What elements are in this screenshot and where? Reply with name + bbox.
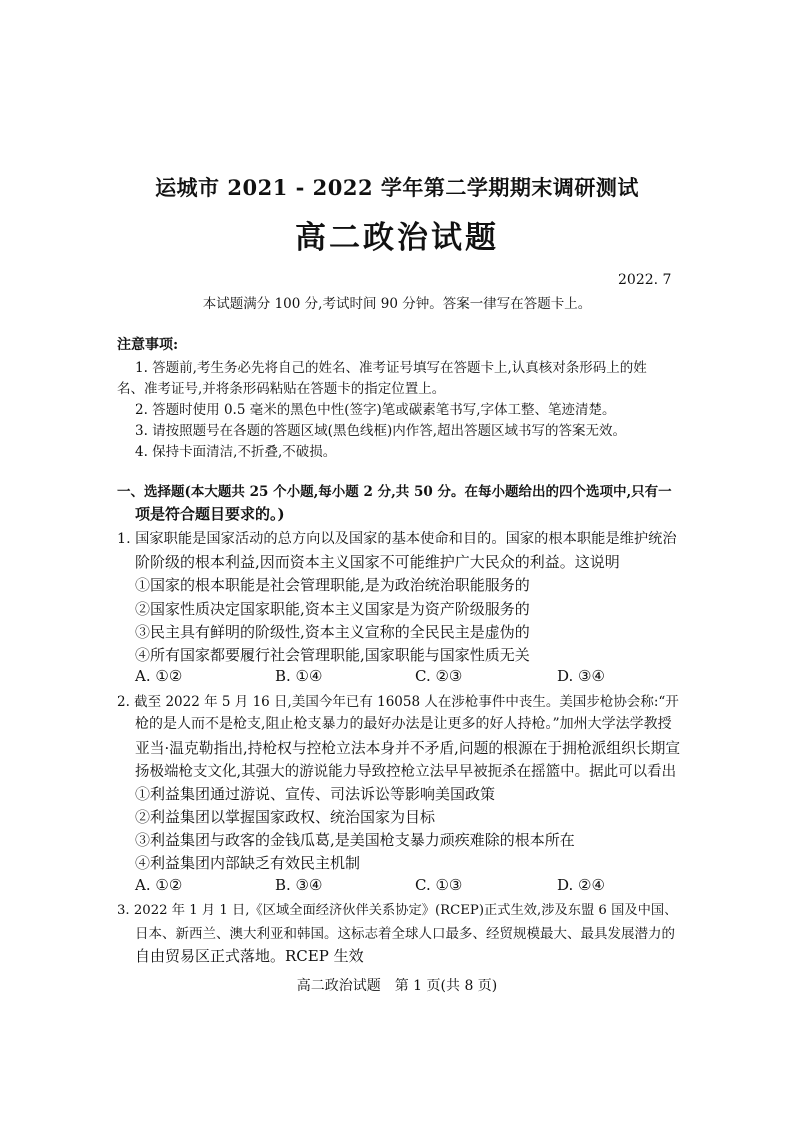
question-3-stem: 自由贸易区正式落地。RCEP 生效 [135,947,364,965]
exam-title: 运城市 2021 - 2022 学年第二学期期末调研测试 [155,175,639,200]
note-line: 名、准考证号,并将条形码粘贴在答题卡的指定位置上。 [117,381,446,397]
section-heading: 一、选择题(本大题共 25 个小题,每小题 2 分,共 50 分。在每小题给出的四个选项中,只有一 [117,484,672,500]
subject-title: 高二政治试题 [295,220,499,256]
note-line: 1. 答题前,考生务必先将自己的姓名、准考证号填写在答题卡上,认真核对条形码上的姓 [135,360,647,376]
question-1-option-a: A. ①② [135,667,183,685]
question-2-option-a: A. ①② [135,876,183,894]
question-1-item: ②国家性质决定国家职能,资本主义国家是为资产阶级服务的 [135,600,530,618]
question-1-stem: 阶阶级的根本利益,因而资本主义国家不可能维护广大民众的利益。这说明 [135,553,620,571]
question-1-item: ①国家的根本职能是社会管理职能,是为政治统治职能服务的 [135,576,530,594]
question-2-stem: 2. 截至 2022 年 5 月 16 日,美国今年已有 16058 人在涉枪事件中丧生。美国步枪协会称:“开 [117,694,679,710]
exam-info: 本试题满分 100 分,考试时间 90 分钟。答案一律写在答题卡上。 [202,296,592,312]
question-1-option-c: C. ②③ [415,667,463,685]
section-heading-cont: 项是符合题目要求的。) [135,505,285,523]
question-1-item: ④所有国家都要履行社会管理职能,国家职能与国家性质无关 [135,646,530,664]
question-1-stem: 1. 国家职能是国家活动的总方向以及国家的基本使命和目的。国家的根本职能是维护统治 [117,531,677,547]
question-2-stem: 扬极端枪支文化,其强大的游说能力导致控枪立法早早被扼杀在摇篮中。据此可以看出 [135,764,677,780]
question-1-option-d: D. ③④ [557,667,605,685]
note-line: 2. 答题时使用 0.5 毫米的黑色中性(签字)笔或碳素笔书写,字体工整、笔迹清楚。 [135,402,616,418]
question-2-item: ④利益集团内部缺乏有效民主机制 [135,854,361,872]
question-2-stem: 枪的是人而不是枪支,阻止枪支暴力的最好办法是让更多的好人持枪。”加州大学法学教授 [135,716,672,732]
note-line: 4. 保持卡面清洁,不折叠,不破损。 [135,444,337,460]
question-3-stem: 3. 2022 年 1 月 1 日,《区域全面经济伙伴关系协定》(RCEP)正式生效,涉及东盟 6 国及中国、 [117,903,678,918]
question-3-stem: 日本、新西兰、澳大利亚和韩国。这标志着全球人口最多、经贸规模最大、最具发展潜力的 [135,926,675,942]
question-2-option-c: C. ①③ [415,876,463,894]
question-2-option-d: D. ②④ [557,876,605,894]
question-2-stem: 亚当·温克勒指出,持枪权与控枪立法本身并不矛盾,问题的根源在于拥枪派组织长期宣 [135,740,681,757]
question-1-option-b: B. ①④ [275,667,323,685]
question-2-item: ③利益集团与政客的金钱瓜葛,是美国枪支暴力顽疾难除的根本所在 [135,831,575,849]
question-2-item: ②利益集团以掌握国家政权、统治国家为目标 [135,808,436,826]
question-1-item: ③民主具有鲜明的阶级性,资本主义宣称的全民民主是虚伪的 [135,623,530,641]
question-2-option-b: B. ③④ [275,876,323,894]
question-2-item: ①利益集团通过游说、宣传、司法诉讼等影响美国政策 [135,785,496,803]
page-footer: 高二政治试题 第 1 页(共 8 页) [296,978,498,994]
exam-date: 2022. 7 [618,272,672,288]
note-line: 3. 请按照题号在各题的答题区域(黑色线框)内作答,超出答题区域书写的答案无效。 [135,423,626,439]
notes-heading: 注意事项: [117,337,179,353]
